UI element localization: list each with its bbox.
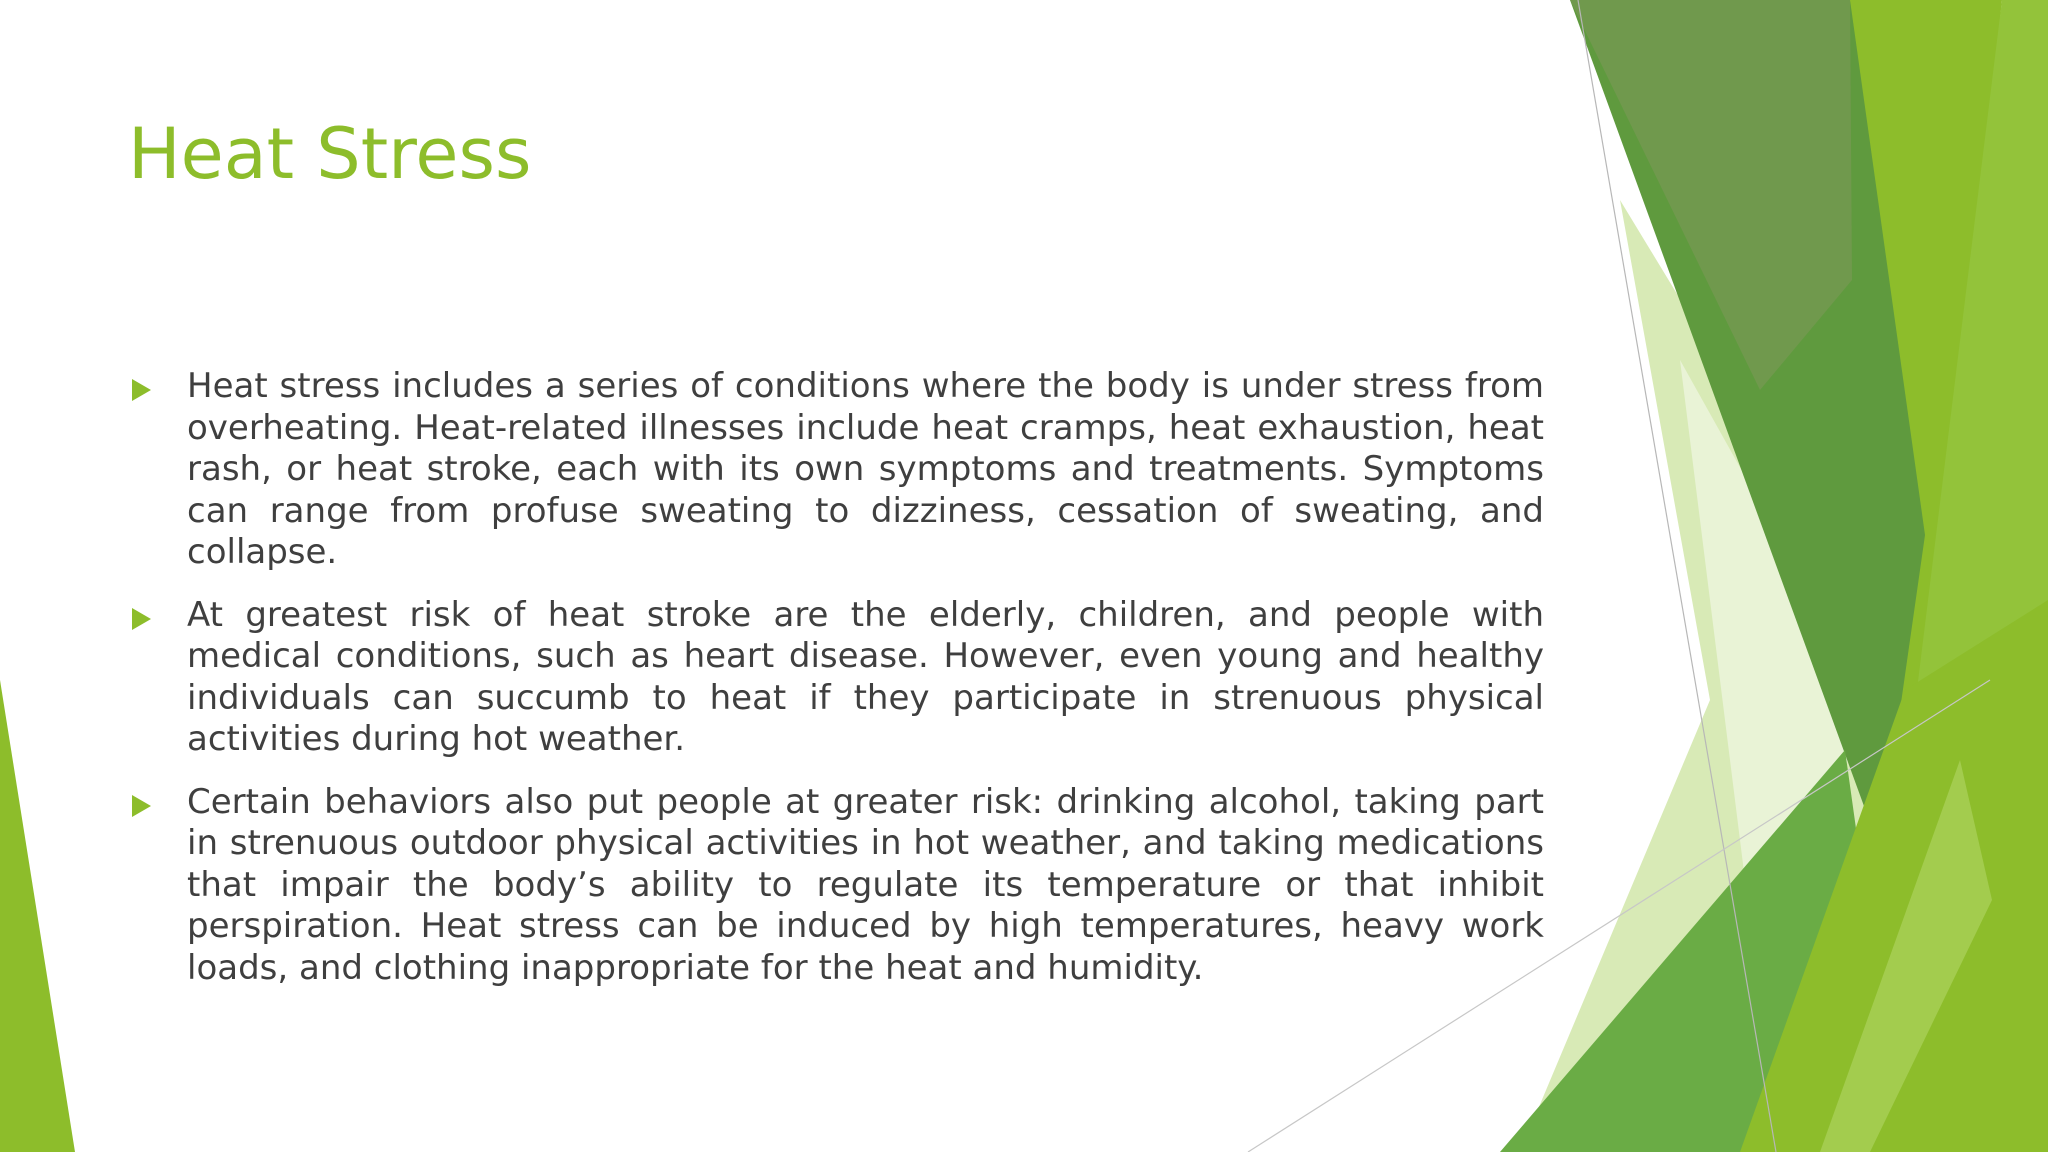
left-edge-green-shape (0, 680, 75, 1152)
bullet-list (128, 366, 1544, 1010)
bullet-text: Heat stress includes a series of conditions where the body is under stress from overheating. Heat-related illnesses include heat cramps, heat exhaustion, heat rash, or heat stroke, each with its own symptoms and treatments. Symptoms can range from profuse sweating to dizziness, cessation of sweating, and collapse. (187, 366, 1544, 572)
bullet-text: At greatest risk of heat stroke are the elderly, children, and people with medical conditions, such as heart disease. However, even young and healthy individuals can succumb to heat if they participate in strenuous physical activities during hot weather. (187, 594, 1544, 759)
slide-title: Heat Stress (128, 113, 532, 195)
bullet-text: Certain behaviors also put people at greater risk: drinking alcohol, taking part in strenuous outdoor physical activities in hot weather, and taking medications that impair the body’s ability to regulate its temperature or that inhibit perspiration. Heat stress can be induced by high temperatures, heavy work loads, and clothing inappropriate for the heat and humidity. (187, 781, 1544, 988)
bullet-item (128, 366, 1544, 574)
bullet-item (128, 782, 1544, 990)
triangle-right-icon (132, 608, 151, 630)
triangle-right-icon (132, 795, 151, 817)
triangle-right-icon (132, 379, 151, 401)
bullet-item (128, 595, 1544, 761)
